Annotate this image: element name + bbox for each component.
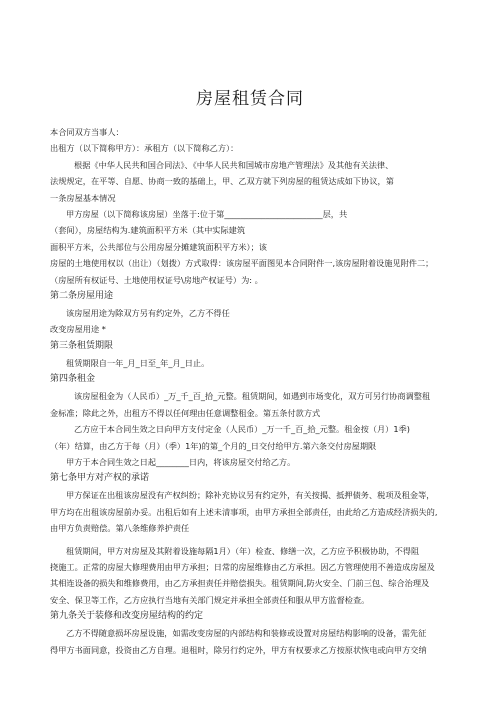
article-1-heading: 一条房屋基本情况 [50, 192, 116, 203]
article-9-heading: 第九条关于装修和改变房屋结构的约定 [50, 611, 204, 622]
article-8-line: 安全、保卫等工作，乙方应执行当地有关部门规定并承担全部责任和服从甲方监督检查。 [50, 594, 370, 605]
article-2-heading: 第二条房屋用途 [50, 291, 114, 302]
article-3-line: 租赁期限自一年_月_日至_年_月_日止。 [66, 357, 210, 368]
article-1-line: 甲方房屋（以下简称该房屋）坐落于:位于第________________________层，共 [66, 209, 348, 220]
article-2-line: 该房屋用途为除双方另有约定外，乙方不得任 [66, 308, 230, 319]
article-7-line: 甲方保证在出租该房屋没有产权纠纷；除补充协议另有约定外，有关按揭、抵押债务、税项及租金等， [66, 490, 435, 501]
article-9-line: 乙方不得随意损坏房屋设施，如需改变房屋的内部结构和装修或设置对房屋结构影响的设备，需先征 [66, 628, 427, 639]
article-4-line: 该房屋租金为（人民币）_万_千_百_拾_元整。租赁期间，如遇到市场变化，双方可另行协商调整租 [74, 391, 431, 402]
article-3-heading: 第三条租赁期限 [50, 340, 114, 351]
contract-title: 房屋租赁合同 [196, 89, 304, 109]
article-4-line: 金标准；除此之外，出租方不得以任何理由任意调整租金。第五条付款方式 [50, 407, 321, 418]
legal-basis-line: 根据《中华人民共和国合同法》、《中华人民共和国城市房地产管理法》及其他有关法律、 [74, 159, 394, 170]
article-5-line: 乙方应于本合同生效之日向甲方支付定金（人民币）_万一千_百_拾_元整。租金按（月）1季) [74, 424, 410, 435]
article-1-line: 房屋的土地使用权以（出让）（划拨）方式取得：该房屋平面图见本合同附件一,该房屋附着设施见附件二； [50, 258, 434, 269]
article-6-line: 甲方于本合同生效之日起________日内，将该房屋交付给乙方。 [66, 456, 296, 467]
article-4-heading: 第四条租金 [50, 374, 96, 385]
article-9-line: 得甲方书面同意，投资由乙方自理。退租时，除另行约定外，甲方有权要求乙方按原状恢电或向甲方交纳 [50, 644, 427, 655]
article-5-line: （年）结算，由乙方于每（月）（季）1年)的第_个月的_日交付给甲方.第六条交付房屋期限 [50, 440, 377, 451]
article-1-line: （套间），房屋结构为.建筑面积平方米（其中实际建筑 [50, 225, 246, 236]
article-8-line: 其相连设备的损失和维修费用，由乙方承担责任并赔偿损失。租赁期间,防火安全、门前三包、综合治理及 [50, 578, 430, 589]
parties-intro: 本合同双方当事人： [50, 127, 124, 137]
article-8-line: 租赁期间，甲方对房屋及其附着设施每隔1月）（年）检查、修缮一次，乙方应予积极协助，不得阻 [66, 545, 420, 556]
article-7-heading: 第七条甲方对产权的承诺 [50, 473, 150, 484]
parties-line: 出租方（以下简称甲方）：承租方（以下简称乙方）： [50, 143, 239, 154]
article-1-line: 面积平方米，公共部位与公用房屋分摊建筑面积平方米）；该 [50, 241, 267, 252]
contract-body [50, 124, 474, 658]
article-1-line: （房屋所有权证号、土地使用权证号\房地产权证号）为: 。 [50, 274, 263, 285]
legal-basis-line: 法规规定，在平等、自愿、协商一致的基础上，甲、乙双方就下列房屋的租赁达成如下协议，第 [50, 176, 394, 187]
article-8-line: 挠施工。正常的房屋大修理费用由甲方承担；日常的房屋维修由乙方承担。因乙方管理使用不善造成房屋及 [50, 561, 435, 572]
article-7-line: 由甲方负责赔偿。第八条维修养护责任 [50, 523, 190, 534]
article-7-line: 甲方均在出租该房屋前办妥。出租后如有上述未清事项，由甲方承担全部责任，由此给乙方造成经济损失的, [50, 506, 438, 517]
article-2-line: 改变房屋用途 * [50, 324, 106, 335]
